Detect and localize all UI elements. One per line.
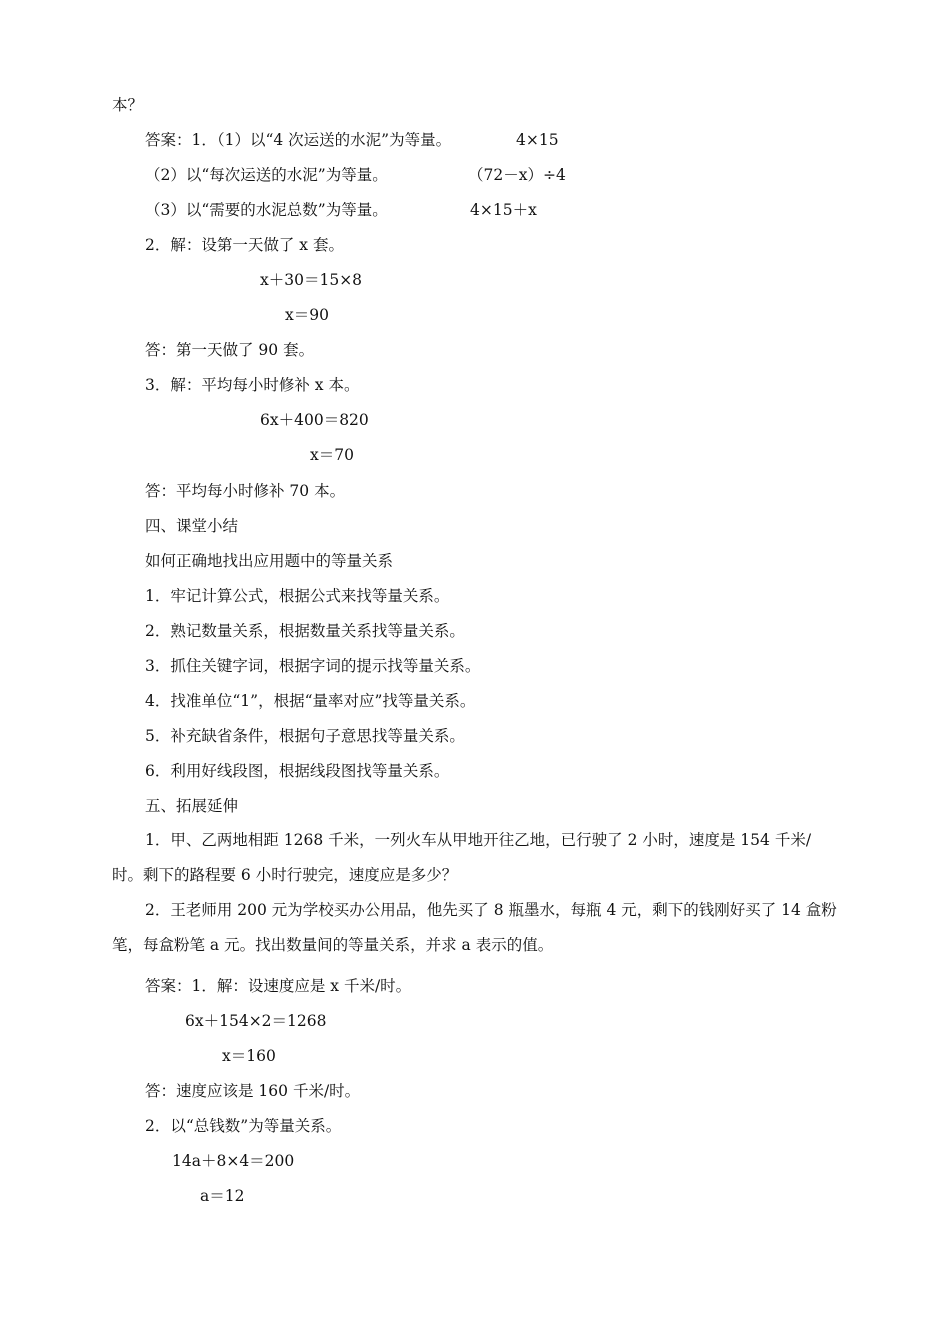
answer-line: 答：平均每小时修补 70 本。 bbox=[145, 482, 346, 500]
equation: 6x＋154×2＝1268 bbox=[185, 1012, 327, 1030]
problem-paragraph: 2．王老师用 200 元为学校买办公用品，他先买了 8 瓶墨水，每瓶 4 元，剩下的钱刚好买了 14 盒粉笔，每盒粉笔 a 元。找出数量间的等量关系，并求 a 表示的值。 bbox=[112, 901, 837, 954]
answer-line: （3）以“需要的水泥总数”为等量。 bbox=[145, 201, 388, 219]
text-line: 本？ bbox=[112, 96, 144, 114]
section-heading: 四、课堂小结 bbox=[145, 517, 239, 535]
section-heading: 五、拓展延伸 bbox=[145, 797, 239, 815]
answer-line: 答案：1．（1）以“4 次运送的水泥”为等量。 bbox=[145, 131, 452, 149]
answer-line: 答：速度应该是 160 千米/时。 bbox=[145, 1082, 361, 1100]
equation: 14a＋8×4＝200 bbox=[172, 1152, 295, 1170]
answer-line: 答案：1．解：设速度应是 x 千米/时。 bbox=[145, 977, 412, 995]
answer-line: （2）以“每次运送的水泥”为等量。 bbox=[145, 166, 388, 184]
list-item: 3．抓住关键字词，根据字词的提示找等量关系。 bbox=[145, 657, 481, 675]
answer-expression: 4×15 bbox=[516, 131, 559, 149]
solution-line: 2．解：设第一天做了 x 套。 bbox=[145, 236, 344, 254]
equation: x＝160 bbox=[222, 1047, 276, 1065]
equation: 6x＋400＝820 bbox=[260, 411, 369, 429]
equation: x＝90 bbox=[285, 306, 329, 324]
list-item: 2．熟记数量关系，根据数量关系找等量关系。 bbox=[145, 622, 465, 640]
answer-line: 答：第一天做了 90 套。 bbox=[145, 341, 315, 359]
list-item: 6．利用好线段图，根据线段图找等量关系。 bbox=[145, 762, 450, 780]
list-item: 4．找准单位“1”，根据“量率对应”找等量关系。 bbox=[145, 692, 476, 710]
list-item: 5．补充缺省条件，根据句子意思找等量关系。 bbox=[145, 727, 465, 745]
answer-expression: 4×15＋x bbox=[470, 201, 537, 219]
answer-expression: （72－x）÷4 bbox=[468, 166, 566, 184]
equation: x＋30＝15×8 bbox=[260, 271, 363, 289]
solution-line: 2．以“总钱数”为等量关系。 bbox=[145, 1117, 342, 1135]
equation: x＝70 bbox=[310, 446, 354, 464]
problem-paragraph: 1．甲、乙两地相距 1268 千米，一列火车从甲地开往乙地，已行驶了 2 小时，速度是 154 千米/时。剩下的路程要 6 小时行驶完，速度应是多少？ bbox=[112, 831, 812, 884]
solution-line: 3．解：平均每小时修补 x 本。 bbox=[145, 376, 360, 394]
text-line: 如何正确地找出应用题中的等量关系 bbox=[145, 552, 394, 570]
problem-block bbox=[112, 823, 842, 963]
equation: a＝12 bbox=[200, 1187, 245, 1205]
list-item: 1．牢记计算公式，根据公式来找等量关系。 bbox=[145, 587, 450, 605]
